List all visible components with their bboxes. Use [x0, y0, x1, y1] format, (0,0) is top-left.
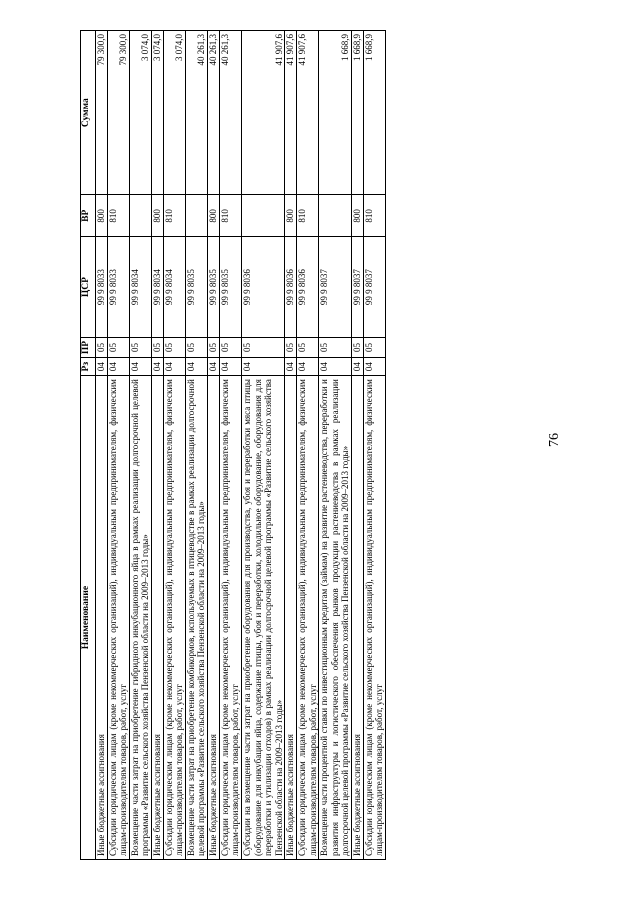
- cell-vr: 800: [285, 195, 297, 237]
- table-row: [152, 31, 164, 860]
- cell-name: Субсидии юридическим лицам (кроме некоммерческих организаций), индивидуальным предпринимателям, физическим лицам-производителям товаров, работ, услуг: [107, 376, 129, 860]
- cell-pr: 05: [208, 337, 220, 357]
- cell-rz: 04: [241, 358, 284, 376]
- cell-rz: 04: [208, 358, 220, 376]
- cell-sum: 3 074,0: [152, 31, 164, 195]
- cell-name: Иные бюджетные ассигнования: [96, 376, 108, 860]
- cell-csr: 99 9 8037: [352, 237, 364, 338]
- table-row: [107, 31, 129, 860]
- cell-sum: 41 907,6: [241, 31, 284, 195]
- cell-rz: 04: [296, 358, 318, 376]
- table-row: [319, 31, 352, 860]
- cell-vr: [241, 195, 284, 237]
- cell-csr: 99 9 8036: [296, 237, 318, 338]
- cell-sum: 41 907,6: [285, 31, 297, 195]
- cell-csr: 99 9 8034: [152, 237, 164, 338]
- cell-pr: 05: [163, 337, 185, 357]
- cell-vr: 800: [152, 195, 164, 237]
- page-number: 76: [547, 433, 562, 447]
- table-header-row: [81, 31, 96, 860]
- table-row: [241, 31, 284, 860]
- cell-vr: 810: [107, 195, 129, 237]
- cell-pr: 05: [152, 337, 164, 357]
- header-rz: Рз: [81, 358, 96, 376]
- budget-table-container: [80, 30, 560, 860]
- cell-vr: [129, 195, 151, 237]
- cell-pr: 05: [107, 337, 129, 357]
- cell-rz: 04: [285, 358, 297, 376]
- cell-vr: 810: [219, 195, 241, 237]
- cell-name: Субсидии юридическим лицам (кроме некоммерческих организаций), индивидуальным предпринимателям, физическим лицам-производителям товаров, работ, услуг: [296, 376, 318, 860]
- cell-pr: 05: [363, 337, 385, 357]
- cell-pr: 05: [219, 337, 241, 357]
- cell-vr: [319, 195, 352, 237]
- cell-vr: [185, 195, 207, 237]
- table-row: [129, 31, 151, 860]
- table-row: [163, 31, 185, 860]
- cell-sum: 40 261,3: [208, 31, 220, 195]
- table-row: [296, 31, 318, 860]
- cell-sum: 3 074,0: [129, 31, 151, 195]
- cell-rz: 04: [129, 358, 151, 376]
- cell-sum: 40 261,3: [185, 31, 207, 195]
- table-row: [352, 31, 364, 860]
- cell-csr: 99 9 8034: [163, 237, 185, 338]
- cell-name: Иные бюджетные ассигнования: [285, 376, 297, 860]
- cell-csr: 99 9 8033: [96, 237, 108, 338]
- cell-vr: 800: [96, 195, 108, 237]
- cell-pr: 05: [296, 337, 318, 357]
- cell-name: Субсидии на возмещение части затрат на приобретение оборудования для производства, убоя и переработки мяса птицы (оборудование для инкубации яйца, содержание птицы, убоя и переработки, холодильное оборудование, оборудования для переработки и утилизации отходов) в рамках реализации долгосрочной целевой программы «Развитие сельского хозяйства Пензенской области на 2009–2013 годы»: [241, 376, 284, 860]
- cell-csr: 99 9 8036: [241, 237, 284, 338]
- cell-sum: 1 668,9: [363, 31, 385, 195]
- cell-sum: 1 668,9: [319, 31, 352, 195]
- cell-rz: 04: [185, 358, 207, 376]
- cell-pr: 05: [319, 337, 352, 357]
- cell-rz: 04: [152, 358, 164, 376]
- cell-rz: 04: [363, 358, 385, 376]
- cell-csr: 99 9 8035: [208, 237, 220, 338]
- cell-vr: 810: [163, 195, 185, 237]
- cell-name: Иные бюджетные ассигнования: [208, 376, 220, 860]
- cell-name: Субсидии юридическим лицам (кроме некоммерческих организаций), индивидуальным предпринимателям, физическим лицам-производителям товаров, работ, услуг: [363, 376, 385, 860]
- cell-vr: 810: [296, 195, 318, 237]
- header-vr: ВР: [81, 195, 96, 237]
- cell-rz: 04: [163, 358, 185, 376]
- table-row: [185, 31, 207, 860]
- cell-name: Возмещение части затрат на приобретение гибридного инкубационного яйца в рамках реализации долгосрочной целевой программы «Развитие сельского хозяйства Пензенской области на 2009–2013 годы»: [129, 376, 151, 860]
- cell-name: Субсидии юридическим лицам (кроме некоммерческих организаций), индивидуальным предпринимателям, физическим лицам-производителям товаров, работ, услуг: [163, 376, 185, 860]
- cell-pr: 05: [96, 337, 108, 357]
- cell-rz: 04: [96, 358, 108, 376]
- cell-sum: 41 907,6: [296, 31, 318, 195]
- header-name: Наименование: [81, 376, 96, 860]
- cell-csr: 99 9 8035: [185, 237, 207, 338]
- cell-pr: 05: [352, 337, 364, 357]
- cell-sum: 79 300,0: [96, 31, 108, 195]
- header-pr: ПР: [81, 337, 96, 357]
- header-csr: ЦСР: [81, 237, 96, 338]
- cell-name: Иные бюджетные ассигнования: [152, 376, 164, 860]
- cell-vr: 800: [352, 195, 364, 237]
- table-row: [285, 31, 297, 860]
- cell-pr: 05: [285, 337, 297, 357]
- cell-vr: 800: [208, 195, 220, 237]
- cell-name: Возмещение части процентной ставки по инвестиционным кредитам (займам) на развитие растениеводства, переработки и развития инфраструктуры и логистического обеспечения рынков продукции растениеводства в рамках реализации долгосрочной целевой программы «Развитие сельского хозяйства Пензенской области на 2009–2013 годы»: [319, 376, 352, 860]
- cell-name: Иные бюджетные ассигнования: [352, 376, 364, 860]
- cell-csr: 99 9 8033: [107, 237, 129, 338]
- table-row: [363, 31, 385, 860]
- cell-csr: 99 9 8035: [219, 237, 241, 338]
- cell-csr: 99 9 8037: [363, 237, 385, 338]
- cell-pr: 05: [129, 337, 151, 357]
- cell-name: Субсидии юридическим лицам (кроме некоммерческих организаций), индивидуальным предпринимателям, физическим лицам-производителям товаров, работ, услуг: [219, 376, 241, 860]
- cell-pr: 05: [241, 337, 284, 357]
- header-sum: Сумма: [81, 31, 96, 195]
- budget-table: [80, 30, 386, 860]
- cell-csr: 99 9 8034: [129, 237, 151, 338]
- cell-rz: 04: [319, 358, 352, 376]
- cell-sum: 40 261,3: [219, 31, 241, 195]
- table-row: [96, 31, 108, 860]
- cell-sum: 3 074,0: [163, 31, 185, 195]
- cell-sum: 79 300,0: [107, 31, 129, 195]
- cell-rz: 04: [219, 358, 241, 376]
- table-row: [208, 31, 220, 860]
- cell-pr: 05: [185, 337, 207, 357]
- table-row: [219, 31, 241, 860]
- cell-sum: 1 668,9: [352, 31, 364, 195]
- cell-csr: 99 9 8036: [285, 237, 297, 338]
- cell-rz: 04: [107, 358, 129, 376]
- cell-vr: 810: [363, 195, 385, 237]
- cell-csr: 99 9 8037: [319, 237, 352, 338]
- cell-rz: 04: [352, 358, 364, 376]
- cell-name: Возмещение части затрат на приобретение комбикормов, используемых в птицеводстве в рамках реализации долгосрочной целевой программы «Развитие сельского хозяйства Пензенской области на 2009–2013 годы»: [185, 376, 207, 860]
